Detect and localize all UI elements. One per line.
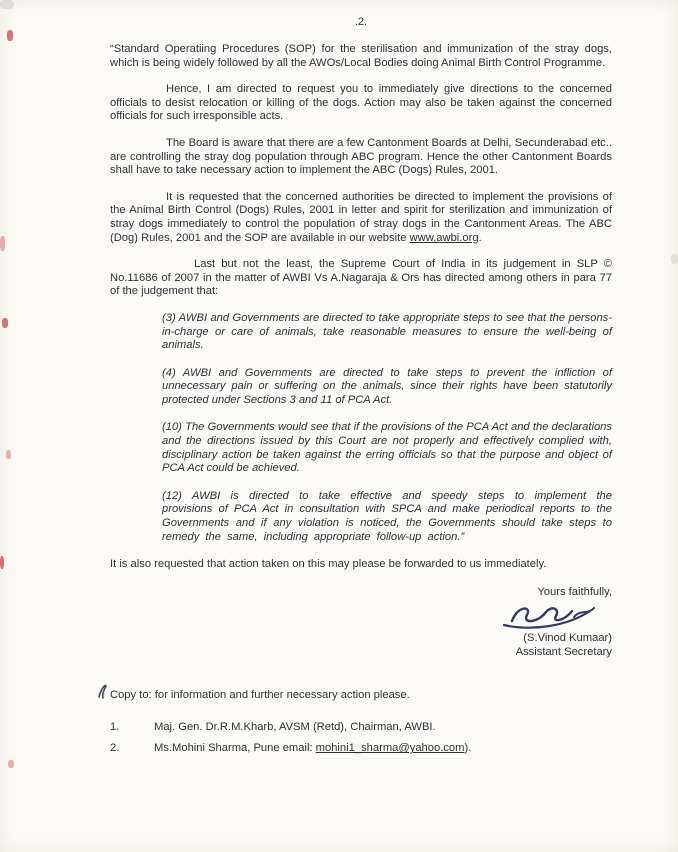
letter-content (110, 16, 612, 762)
paragraph-abc-rules (110, 191, 612, 245)
paragraph-sop: “Standard Operatiing Procedures (SOP) for the sterilisation and immunization of the stray dogs, which is being widely followed by all the AWOs/Local Bodies doing Animal Birth Control Programme. (110, 43, 612, 69)
paragraph-abc-rules-tail: . (478, 231, 482, 244)
scan-artifact (7, 30, 13, 41)
copy-to-line: Copy to: for information and further necessary action please. (110, 688, 410, 701)
email-link[interactable]: mohini1_sharma@yahoo.com (315, 742, 465, 755)
pen-mark (96, 682, 108, 700)
paragraph-abc-rules-text: It is requested that the concerned authorities be directed to implement the provisions of the Animal Birth Control (Dogs) Rules, 2001 in letter and spirit for sterilization and immunization of stray dogs immediately to control the population of stray dogs in the Cantonment Areas. The ABC (Dog) Rules, 2001 and the SOP are available in our website (110, 190, 612, 244)
scan-artifact (2, 318, 8, 328)
recipient-text: Maj. Gen. Dr.R.M.Kharb, AVSM (Retd), Chairman, AWBI. (154, 721, 436, 734)
judgement-quote-para12: (12) AWBI is directed to take effective and speedy steps to implement the provisions of PCA Act in consultation with SPCA and make periodical reports to the Governments and if any violation is noticed, the Governments should take steps to remedy the same, including appropriate follow-up action.” (162, 489, 612, 543)
recipient-row-1 (110, 720, 612, 734)
scan-artifact (671, 254, 678, 264)
recipient-row-2 (110, 741, 612, 755)
recipient-number: 2. (110, 742, 120, 755)
paragraph-action-request: It is also requested that action taken on this may please be forwarded to us immediately. (110, 558, 547, 571)
signoff-block (110, 585, 612, 659)
paragraph-supreme-court: Last but not the least, the Supreme Court of India in its judgement in SLP © No.11686 of 2007 in the matter of AWBI Vs A.Nagaraja & Ors has directed among others in para 77 of the judgement that: (110, 258, 612, 298)
recipient-list (110, 720, 612, 755)
signatory-title: Assistant Secretary (515, 645, 612, 658)
paragraph-cantonment-boards: The Board is aware that there are a few Cantonment Boards at Delhi, Secunderabad etc.. are controlling the stray dog population through ABC program. Hence the other Cantonment Boards shall have to take necessary action to implement the ABC (Dogs) Rules, 2001. (110, 136, 612, 177)
scan-artifact (8, 760, 14, 768)
judgement-quote-para10: (10) The Governments would see that if the provisions of the PCA Act and the declarations and the directions issued by this Court are not properly and effectively complied with, disciplinary action be taken against the erring officials so that the purpose and object of PCA Act could be achieved. (162, 421, 612, 475)
scan-artifact (6, 450, 11, 459)
recipient-text-after: ). (464, 742, 472, 755)
awbi-website-link[interactable]: www.awbi.org (409, 231, 479, 244)
judgement-quote-para4: (4) AWBI and Governments are directed to take steps to prevent the infliction of unnecessary pain or suffering on the animals, since their rights have been statutorily protected under Sections 3 and 11 of PCA Act. (162, 366, 612, 406)
signoff-salutation: Yours faithfully, (537, 585, 612, 598)
recipient-number: 1. (110, 721, 120, 734)
page-number: .2. (354, 16, 368, 28)
scan-artifact (0, 0, 14, 9)
recipient-text (154, 741, 471, 755)
signatory-name: (S.Vinod Kumaar) (523, 631, 612, 644)
recipient-text-before: Ms.Mohini Sharma, Pune email: (154, 742, 316, 755)
paragraph-directions: Hence, I am directed to request you to immediately give directions to the concerned officials to desist relocation or killing of the dogs. Action may also be taken against the concerned officials for such irresponsible acts. (110, 83, 612, 123)
signature-scribble (502, 601, 598, 631)
scan-artifact (0, 236, 5, 251)
scan-artifact (0, 556, 4, 569)
judgement-quote-para3: (3) AWBI and Governments are directed to take appropriate steps to see that the persons-in-charge or care of animals, take reasonable measures to ensure the well-being of animals. (162, 311, 612, 352)
